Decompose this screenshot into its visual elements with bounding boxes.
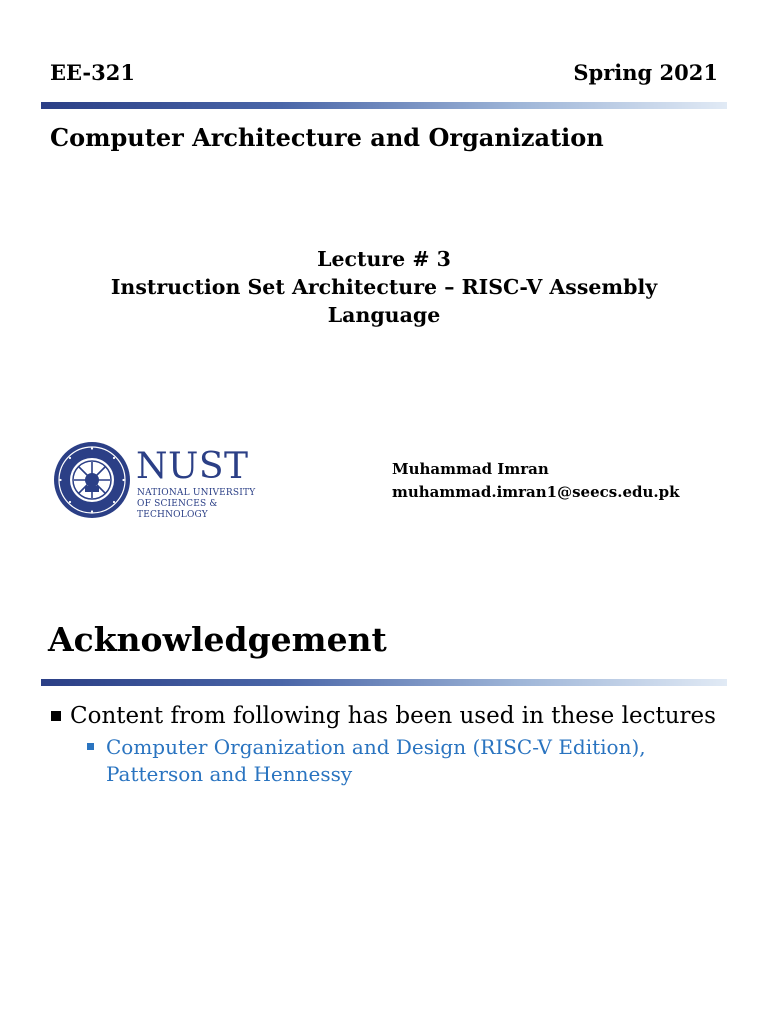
lecture-title-line1: Instruction Set Architecture – RISC-V Assembly [110,275,658,299]
square-bullet-icon [51,711,61,721]
lecture-title-line2: Language [327,303,441,327]
lecture-heading [0,245,768,329]
sub-bullet-text: Computer Organization and Design (RISC-V Edition), Patterson and Hennessy [106,735,646,786]
course-title: Computer Architecture and Organization [50,123,604,152]
header-divider [41,102,727,109]
bullet-item [50,701,730,732]
lecture-number: Lecture # 3 [317,247,451,271]
sub-bullet-item [86,734,730,788]
author-email: muhammad.imran1@seecs.edu.pk [392,483,680,501]
slide-title: Acknowledgement [48,620,387,659]
title-divider [41,679,727,686]
course-code: EE-321 [50,60,135,85]
nust-subtitle [137,488,282,521]
author-name: Muhammad Imran [392,460,549,478]
author-block [392,458,679,504]
nust-seal-icon [52,440,132,520]
nust-subtitle-line1: NATIONAL UNIVERSITY [137,488,256,498]
square-bullet-icon [87,743,94,750]
bullet-list [50,701,730,788]
term: Spring 2021 [573,60,718,85]
acknowledgement-slide [0,600,768,1024]
nust-logo [52,440,282,525]
nust-wordmark: NUST [136,446,249,487]
nust-subtitle-line2: OF SCIENCES & TECHNOLOGY [137,499,218,520]
bullet-text: Content from following has been used in these lectures [70,703,716,729]
